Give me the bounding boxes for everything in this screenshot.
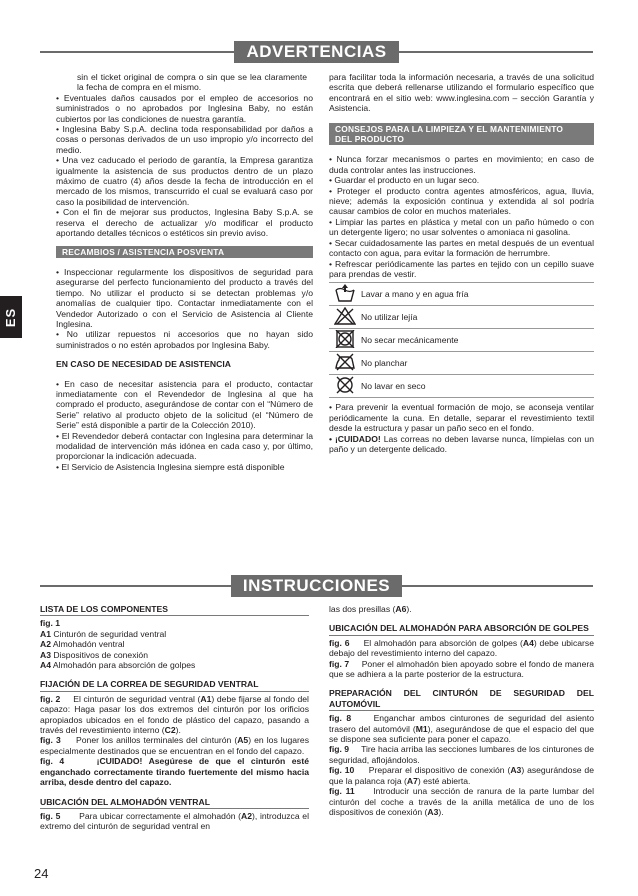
step-text: ), introduzca el extremo del cinturón de seguridad ventral en xyxy=(40,810,309,832)
step-text: las dos presillas ( xyxy=(329,604,396,614)
caution-text: Las correas no deben lavarse nunca, límpielas con un paño y un detergente delicado. xyxy=(329,433,594,454)
spare-parts-note: • No utilizar repuestos ni accesorios que no hayan sido suministrados o no estén aprobados por Inglesina Baby. xyxy=(56,329,313,350)
caution-label: • ¡CUIDADO! xyxy=(329,433,381,444)
warranty-continuation: sin el ticket original de compra o sin que se lea claramente la fecha de compra en el mismo. xyxy=(77,72,307,93)
step-text: ). xyxy=(175,725,181,736)
cleaning-heading-line-2: DEL PRODUCTO xyxy=(335,134,405,145)
care-label: No secar mecánicamente xyxy=(361,329,594,352)
fig-label: fig. 11 xyxy=(329,786,355,797)
step-text: ), asegurándose de que el espacio del que se dispone sea suficiente para poner el capazo. xyxy=(329,723,594,745)
component-code: A4 xyxy=(40,660,51,671)
assistance-contact-note: • En caso de necesitar asistencia para el producto, contactar inmediatamente con el Revendedor de Inglesina al que ha comprado el producto, asegurándose de contar con el “Número de Serie” relativo al producto objeto de la solicitud (el “Número de Serie” está disponible a partir de la Colección 2010). xyxy=(56,378,313,431)
fig5-continuation xyxy=(329,604,594,614)
care-row xyxy=(329,283,594,306)
warnings-left-column xyxy=(56,72,313,472)
shock-cushion-heading: UBICACIÓN DEL ALMOHADÓN PARA ABSORCIÓN DE GOLPES xyxy=(329,623,594,635)
assistance-heading: EN CASO DE NECESIDAD DE ASISTENCIA xyxy=(56,359,231,370)
accessories-damage-note: • Eventuales daños causados por el empleo de accesorios no suministrados o no aprobados por Inglesina Baby, no están cubiertos por las condiciones de nuestra garantía. xyxy=(56,92,313,124)
caution-text: ¡CUIDADO! Asegúrese de que el cinturón esté enganchado correctamente tirando fuertemente del mismo hacia arriba, desde dentro del capazo. xyxy=(40,756,309,788)
part-code: C2 xyxy=(164,725,176,736)
step-text: El cinturón de seguridad ventral ( xyxy=(73,693,201,704)
component-item xyxy=(40,629,309,639)
mould-prevention-note: • Para prevenir la eventual formación de mojo, se aconseja ventilar periódicamente la cuna. En detalle, separar el revestimiento textil desde la estructura y pasar un paño seco en el fondo. xyxy=(329,402,594,434)
step-text: ) debe fijarse al fondo del capazo: Haga pasar los dos extremos del cinturón por los orificios apropiados ubicados en el fondo de plástico del capazo, pasando a través del revestimiento interno ( xyxy=(40,693,309,736)
reseller-note: • El Revendedor deberá contactar con Inglesina para determinar la modalidad de intervención más idónea en cada caso y, por último, proporcionar la indicación adecuada. xyxy=(56,430,313,462)
fig-label: fig. 7 xyxy=(329,658,350,669)
fig10-step xyxy=(329,765,594,786)
no-iron-icon xyxy=(329,352,361,375)
cleaning-tip: • Refrescar periódicamente las partes en tejido con un cepillo suave para prendas de vestir. xyxy=(329,258,594,279)
component-item xyxy=(40,639,309,649)
components-heading: LISTA DE LOS COMPONENTES xyxy=(40,604,309,616)
warnings-section-header xyxy=(40,41,593,63)
hand-wash-icon xyxy=(329,283,361,306)
straps-caution xyxy=(329,434,594,455)
component-code: A2 xyxy=(40,639,51,650)
ventral-cushion-heading: UBICACIÓN DEL ALMOHADÓN VENTRAL xyxy=(40,797,309,809)
cleaning-tip: • Guardar el producto en un lugar seco. xyxy=(329,175,480,186)
part-code: M1 xyxy=(415,723,428,734)
care-row xyxy=(329,352,594,375)
fig9-step xyxy=(329,744,594,765)
liability-note: • Inglesina Baby S.p.A. declina toda responsabilidad por daños a cosas o personas derivados de un uso impropio y/o incorrecto del medio. xyxy=(56,124,313,155)
fig4-step xyxy=(40,756,309,787)
post-warranty-note: • Una vez caducado el periodo de garantía, la Empresa garantiza igualmente la asistencia de sus productos dentro de un plazo máximo de cuatro (4) años desde la fecha de introducción en el mercado de los mismos, transcurrido el cual se evaluará caso por caso la posibilidad de intervención. xyxy=(56,155,313,207)
care-row xyxy=(329,329,594,352)
fig6-step xyxy=(329,638,594,659)
step-text: Enganchar ambos cinturones de seguridad del asiento trasero del automóvil ( xyxy=(329,713,594,734)
step-text: ) debe ubicarse debajo del revestimiento interno del capazo. xyxy=(329,637,594,659)
page-number: 24 xyxy=(34,866,49,881)
component-label: Dispositivos de conexión xyxy=(53,649,148,660)
fig-label: fig. 8 xyxy=(329,713,352,724)
car-belt-heading: PREPARACIÓN DEL CINTURÓN DE SEGURIDAD DEL AUTOMÓVIL xyxy=(329,688,594,711)
component-item xyxy=(40,660,309,670)
fig-label: fig. 10 xyxy=(329,765,355,776)
part-code: A3 xyxy=(427,806,439,817)
no-bleach-icon xyxy=(329,306,361,329)
cleaning-tip: • Nunca forzar mecanismos o partes en movimiento; en caso de duda controlar antes las instrucciones. xyxy=(329,154,594,175)
step-text: Tire hacia arriba las secciones lumbares de los cinturones de seguridad, aflojándolos. xyxy=(329,744,594,765)
fig-label: fig. 6 xyxy=(329,637,350,648)
step-text: Para ubicar correctamente el almohadón ( xyxy=(79,810,242,821)
cleaning-heading-line-1: CONSEJOS PARA LA LIMPIEZA Y EL MANTENIMIENTO xyxy=(335,123,564,134)
header-rule-right xyxy=(402,585,593,587)
part-code: A2 xyxy=(241,810,253,821)
fig-label: fig. 4 xyxy=(40,756,65,767)
fig11-step xyxy=(329,786,594,817)
care-row xyxy=(329,306,594,329)
inspection-note: • Inspeccionar regularmente los dispositivos de seguridad para asegurarse del perfecto funcionamiento del producto a través del tiempo. No utilizar el producto si se detectan problemas y/o anomalías de cualquier tipo. Contactar inmediatamente con el Vendedor Autorizado o con el Servicio de Asistencia al Cliente Inglesina. xyxy=(56,266,313,329)
care-label: No utilizar lejía xyxy=(361,306,594,329)
fig3-step xyxy=(40,735,309,756)
fig-label: fig. 3 xyxy=(40,735,61,746)
fig2-step xyxy=(40,694,309,736)
step-text: ) asegurándose de que la palanca roja ( xyxy=(329,765,594,786)
component-label: Almohadón ventral xyxy=(52,639,125,650)
product-update-note: • Con el fin de mejorar sus productos, Inglesina Baby S.p.A. se reserva el derecho de actualizar y/o modificar el producto aportando detalles técnicos o estéticos sin previo aviso. xyxy=(56,207,313,239)
fig-label: fig. 5 xyxy=(40,810,61,821)
step-text: Preparar el dispositivo de conexión ( xyxy=(368,765,511,776)
no-dry-clean-icon xyxy=(329,375,361,398)
part-code: A6 xyxy=(395,604,407,614)
fig8-step xyxy=(329,713,594,744)
step-text: ). xyxy=(406,604,412,614)
recambios-heading: RECAMBIOS / ASISTENCIA POSVENTA xyxy=(56,246,313,258)
language-tab-label: ES xyxy=(3,307,19,327)
cleaning-heading xyxy=(329,123,594,146)
step-text: El almohadón para absorción de golpes ( xyxy=(363,637,523,648)
no-tumble-dry-icon xyxy=(329,329,361,352)
fig-label: fig. 2 xyxy=(40,693,61,704)
step-text: ). xyxy=(438,806,444,817)
instructions-left-column xyxy=(40,604,309,832)
fig-label: fig. 1 xyxy=(40,618,61,629)
warnings-title: ADVERTENCIAS xyxy=(234,41,398,63)
care-label: No lavar en seco xyxy=(361,375,594,398)
care-symbols-table xyxy=(329,282,594,398)
belt-fixing-heading: FIJACIÓN DE LA CORREA DE SEGURIDAD VENTRAL xyxy=(40,679,309,691)
step-text: ) en los lugares especialmente destinados que se encuentran en el fondo del capazo. xyxy=(40,735,309,756)
care-label: No planchar xyxy=(361,352,594,375)
header-rule-left xyxy=(40,51,234,53)
step-text: ) esté abierta. xyxy=(417,775,471,786)
instructions-section-header xyxy=(40,575,593,597)
component-label: Almohadón para absorción de golpes xyxy=(52,660,196,671)
fig-label: fig. 9 xyxy=(329,744,350,755)
header-rule-right xyxy=(399,51,593,53)
fig7-step xyxy=(329,659,594,680)
part-code: A1 xyxy=(200,693,212,704)
fig5-step xyxy=(40,811,309,832)
part-code: A5 xyxy=(237,735,249,746)
part-code: A7 xyxy=(406,775,418,786)
component-label: Cinturón de seguridad ventral xyxy=(53,628,167,639)
step-text: Introducir una sección de ranura de la parte lumbar del cinturón del coche a través de la anilla metálica de uno de los dispositivos de conexión ( xyxy=(329,786,594,817)
cleaning-tip: • Secar cuidadosamente las partes en metal después de un eventual contacto con agua, para evitar la formación de herrumbre. xyxy=(329,237,594,259)
step-text: Poner el almohadón bien apoyado sobre el fondo de manera que se adhiera a la parte posterior de la estructura. xyxy=(329,658,594,680)
instructions-right-column xyxy=(329,604,594,817)
instructions-title: INSTRUCCIONES xyxy=(231,575,402,597)
step-text: Poner los anillos terminales del cinturón ( xyxy=(76,735,238,746)
component-item xyxy=(40,650,309,660)
cleaning-tip: • Proteger el producto contra agentes atmosféricos, agua, lluvia, nieve; además la exposición continua y extendida al sol podría causar cambios de color en muchos materiales. xyxy=(329,185,594,217)
care-label: Lavar a mano y en agua fría xyxy=(361,283,594,306)
component-code: A3 xyxy=(40,649,51,660)
part-code: A4 xyxy=(522,637,534,648)
warnings-right-column xyxy=(329,72,594,454)
header-rule-left xyxy=(40,585,231,587)
language-tab xyxy=(0,296,22,338)
cleaning-tip: • Limpiar las partes en plástica y metal con un paño húmedo o con un detergente ligero; no usar solventes o amoniaca ni gasolina. xyxy=(329,216,594,238)
component-code: A1 xyxy=(40,628,51,639)
assistance-service-note: • El Servicio de Asistencia Inglesina siempre está disponible xyxy=(56,461,285,472)
part-code: A3 xyxy=(510,765,522,776)
web-form-note: para facilitar toda la información necesaria, a través de una solicitud escrita que deberá rellenarse utilizando el formulario específico que encontrará en el sitio web: www.inglesina.com – sección Garantía y Asistencia. xyxy=(329,72,594,114)
care-row xyxy=(329,375,594,398)
